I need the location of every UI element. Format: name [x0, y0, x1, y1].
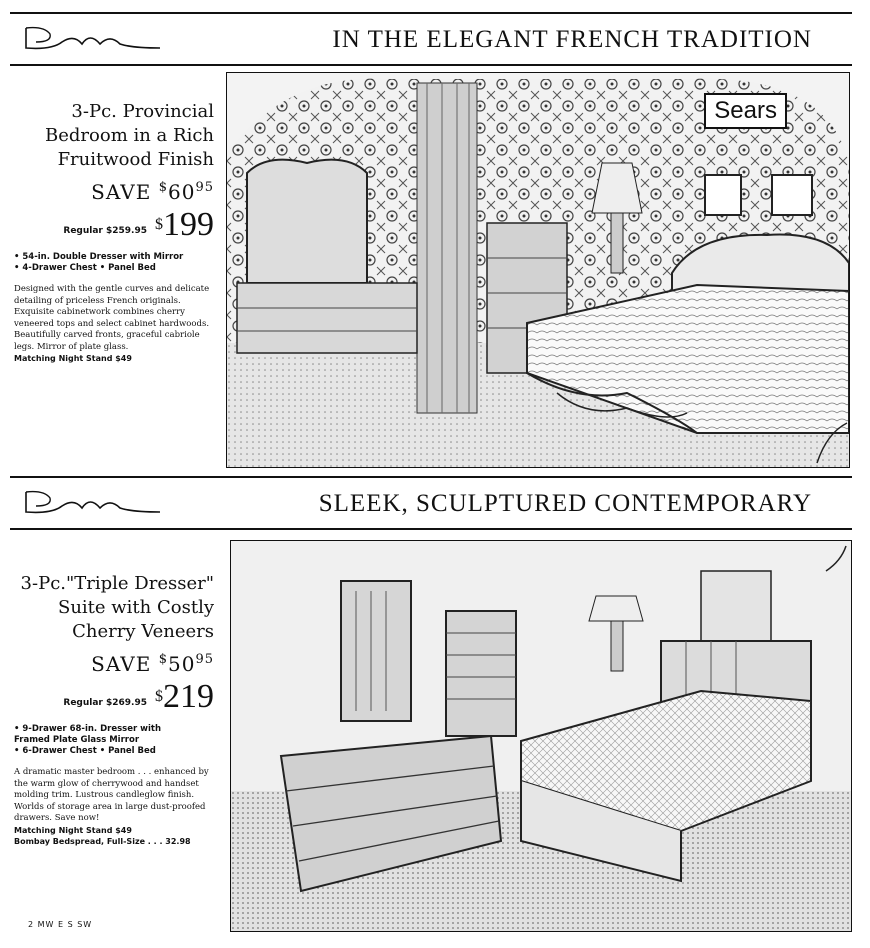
description: A dramatic master bedroom . . . enhanced by the warm glow of cherrywood and handset molding trim. Lustrous candleglow finish. Worlds of storage area in large dust-proofed drawers. Save now!	[14, 767, 209, 823]
title-line: Fruitwood Finish	[57, 149, 214, 170]
bedroom-illustration-icon	[227, 73, 849, 467]
description: Designed with the gentle curves and delicate detailing of priceless French originals. Exquisite cabinetwork combines cherry veneered tops and select cabinet hardwoods. Beautifully carved fronts, graceful cabriole legs. Mirror of plate glass.	[14, 284, 210, 352]
extra-item: Matching Night Stand $49	[14, 825, 132, 835]
section-1-rule	[10, 64, 852, 66]
section-2-top-rule	[10, 476, 852, 478]
save-amount: SAVE $^{\$}50^{95}$	[91, 652, 214, 676]
sale-price: $199	[155, 206, 214, 243]
feature-item: • 4-Drawer Chest • Panel Bed	[14, 263, 156, 273]
price-row	[14, 208, 214, 242]
section-2-copy	[14, 572, 214, 847]
feature-item: Framed Plate Glass Mirror	[14, 735, 140, 745]
feature-list	[14, 252, 214, 274]
feature-item: • 9-Drawer 68-in. Dresser with	[14, 724, 162, 734]
contemporary-bedroom-photo	[230, 540, 852, 932]
section-1-copy	[14, 100, 214, 364]
section-1-header	[10, 18, 852, 62]
regular-price: Regular $269.95	[63, 698, 147, 708]
sale-price: $219	[155, 678, 214, 715]
title-line: 3-Pc."Triple Dresser"	[20, 573, 214, 594]
feature-item: • 54-in. Double Dresser with Mirror	[14, 252, 184, 262]
script-logo-icon	[22, 488, 162, 518]
section-2-title	[14, 572, 214, 644]
extra-item: Bombay Bedspread, Full-Size . . . 32.98	[14, 836, 191, 846]
section-2-header	[10, 482, 852, 526]
top-rule	[10, 12, 852, 14]
french-bedroom-photo	[226, 72, 850, 468]
title-line: 3-Pc. Provincial	[71, 101, 214, 122]
title-line: Suite with Costly	[57, 597, 214, 618]
save-amount: SAVE $^{\$}60^{95}$	[91, 180, 214, 204]
feature-list	[14, 724, 214, 757]
section-2-rule	[10, 528, 852, 530]
script-logo-icon	[22, 24, 162, 54]
section-2-headline: SLEEK, SCULPTURED CONTEMPORARY	[318, 490, 812, 517]
price-row	[14, 680, 214, 714]
section-1-headline: IN THE ELEGANT FRENCH TRADITION	[332, 26, 812, 53]
feature-item: • 6-Drawer Chest • Panel Bed	[14, 746, 156, 756]
extra-item: Matching Night Stand $49	[14, 354, 132, 363]
footer-code: 2 MW E S SW	[28, 920, 93, 929]
section-1-title	[14, 100, 214, 172]
title-line: Bedroom in a Rich	[45, 125, 214, 146]
title-line: Cherry Veneers	[72, 621, 214, 642]
bedroom-illustration-icon	[231, 541, 851, 931]
sears-logo: Sears	[704, 93, 787, 129]
regular-price: Regular $259.95	[63, 226, 147, 236]
